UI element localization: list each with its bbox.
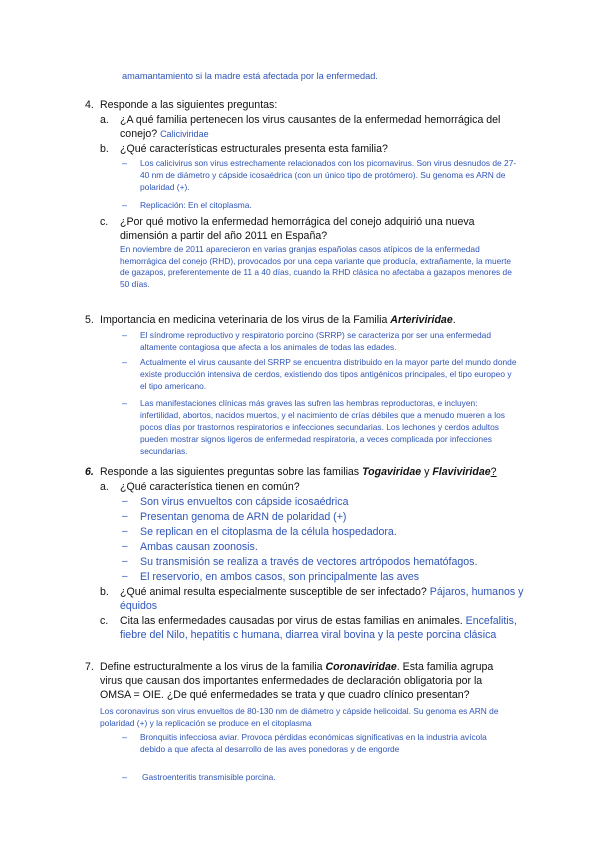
dash-icon: – bbox=[122, 496, 128, 507]
q6a-bullet: Son virus envueltos con cápside icosaédrica bbox=[140, 496, 349, 508]
q5-bullet: Actualmente el virus causante del SRRP se encuentra distribuido en la mayor parte del mundo donde existe producción intensiva de cerdos, existiendo dos tipos antigénicos principales, el tipo europeo y el tipo americano. bbox=[140, 357, 517, 391]
q4c-letter: c. bbox=[100, 216, 109, 228]
dash-icon: – bbox=[122, 571, 128, 582]
q6-number: 6. bbox=[85, 466, 94, 478]
q4-title: Responde a las siguientes preguntas: bbox=[100, 99, 278, 111]
q6a-letter: a. bbox=[100, 481, 109, 493]
q7-title-suffix: . Esta familia agrupa virus que causan dos importantes enfermedades de declaración obligatoria por la OMSA = OIE. ¿De qué enfermedades se trata y que cuadro clínico presentan? bbox=[100, 661, 494, 701]
q7-bullet: Gastroenteritis transmisible porcina. bbox=[142, 772, 276, 782]
q6a-question: ¿Qué característica tienen en común? bbox=[120, 481, 300, 493]
q6-conj: y bbox=[421, 466, 433, 478]
q4a-letter: a. bbox=[100, 114, 109, 126]
dash-icon: – bbox=[122, 772, 128, 782]
q6-family1: Togaviridae bbox=[362, 466, 422, 478]
dash-icon: – bbox=[122, 357, 128, 367]
q6a-bullet: Su transmisión se realiza a través de vectores artrópodos hematófagos. bbox=[140, 556, 478, 568]
dash-icon: – bbox=[122, 200, 128, 210]
q4-number: 4. bbox=[85, 99, 94, 111]
q5-title-family: Arteriviridae bbox=[390, 314, 453, 326]
q4a-question bbox=[120, 113, 525, 141]
dash-icon: – bbox=[122, 511, 128, 522]
q7-bullet: Bronquitis infecciosa aviar. Provoca pérdidas económicas significativas en la industria avícola debido a que afecta al desarrollo de las aves ponedoras y de engorde bbox=[140, 732, 487, 754]
dash-icon: – bbox=[122, 526, 128, 537]
q4b-bullet: Replicación: En el citoplasma. bbox=[140, 200, 252, 210]
dash-icon: – bbox=[122, 330, 128, 340]
q6c-letter: c. bbox=[100, 615, 109, 627]
dash-icon: – bbox=[122, 732, 128, 742]
q5-title-suffix: . bbox=[452, 314, 456, 326]
q4b-question: ¿Qué características estructurales presenta esta familia? bbox=[120, 143, 388, 155]
q4b-letter: b. bbox=[100, 143, 109, 155]
q6b-question-text: ¿Qué animal resulta especialmente susceptible de ser infectado? bbox=[120, 586, 427, 598]
q5-title-prefix: Importancia en medicina veterinaria de los virus de la Familia bbox=[100, 314, 391, 326]
q7-title-prefix: Define estructuralmente a los virus de la familia bbox=[100, 661, 326, 673]
q6-family2: Flaviviridae bbox=[432, 466, 491, 478]
q4c-answer: En noviembre de 2011 aparecieron en varias granjas españolas casos atípicos de la enfermedad hemorrágica del conejo (RHD), provocados por una cepa variante que producía, extrañamente, la muerte de gazapos, preferentemente de 11 a 40 días, cuando la RHD clásica no afectaba a gazapos menores de 50 días. bbox=[120, 244, 512, 290]
q6b-letter: b. bbox=[100, 586, 109, 598]
dash-icon: – bbox=[122, 398, 128, 408]
q6-title-prefix: Responde a las siguientes preguntas sobre las familias bbox=[100, 466, 363, 478]
q6-title-suffix: ? bbox=[490, 466, 497, 478]
q6-title bbox=[100, 465, 530, 479]
dash-icon: – bbox=[122, 541, 128, 552]
q7-answer: Los coronavirus son virus envueltos de 80-130 nm de diámetro y cápside helicoidal. Su genoma es ARN de polaridad (+) y la replicación se produce en el citoplasma bbox=[100, 706, 499, 728]
q7-family: Coronaviridae bbox=[325, 661, 397, 673]
q4b-bullet: Los calicivirus son virus estrechamente relacionados con los picornavirus. Son virus desnudos de 27-40 nm de diámetro y cápside icosaédrica (con un único tipo de protómero). Su genoma es ARN de polaridad (+). bbox=[140, 158, 517, 192]
q6a-bullet: El reservorio, en ambos casos, son principalmente las aves bbox=[140, 571, 420, 583]
q5-title bbox=[100, 313, 530, 327]
q4a-question-text: ¿A qué familia pertenecen los virus causantes de la enfermedad hemorrágica del conejo? bbox=[120, 114, 501, 140]
q6c-question bbox=[120, 614, 540, 642]
q6a-bullet: Se replican en el citoplasma de la célula hospedadora. bbox=[140, 526, 397, 538]
q4c-question: ¿Por qué motivo la enfermedad hemorrágica del conejo adquirió una nueva dimensión a partir del año 2011 en España? bbox=[120, 216, 475, 242]
q6a-bullet: Ambas causan zoonosis. bbox=[140, 541, 258, 553]
dash-icon: – bbox=[122, 158, 128, 168]
q6c-answer: Encefalitis, fiebre del Nilo, hepatitis c humana, diarrea viral bovina y la peste porcina clásica bbox=[120, 615, 517, 641]
continuation-text: amamantamiento si la madre está afectada por la enfermedad. bbox=[122, 71, 378, 81]
q5-number: 5. bbox=[85, 314, 94, 326]
q7-number: 7. bbox=[85, 661, 94, 673]
dash-icon: – bbox=[122, 556, 128, 567]
q4a-answer: Caliciviridae bbox=[160, 129, 209, 139]
q7-title bbox=[100, 660, 515, 702]
q6b-question bbox=[120, 585, 540, 613]
q6b-answer: Pájaros, humanos y équidos bbox=[120, 586, 524, 612]
q5-bullet: Las manifestaciones clínicas más graves las sufren las hembras reproductoras, e incluyen: infertilidad, abortos, nacidos muertos, y el nacimiento de crías débiles que a menudo mueren a los pocos días por trastornos respiratorios e infecciones secundarias. Los lechones y cerdos adultos pueden mostrar signos ligeros de enfermedad respiratoria, a veces complicada por infecciones secundarias. bbox=[140, 398, 505, 456]
q5-bullet: El síndrome reproductivo y respiratorio porcino (SRRP) se caracteriza por ser una enfermedad altamente contagiosa que afecta a los animales de todas las edades. bbox=[140, 330, 491, 352]
q6c-question-text: Cita las enfermedades causadas por virus de estas familias en animales. bbox=[120, 615, 463, 627]
q6a-bullet: Presentan genoma de ARN de polaridad (+) bbox=[140, 511, 347, 523]
